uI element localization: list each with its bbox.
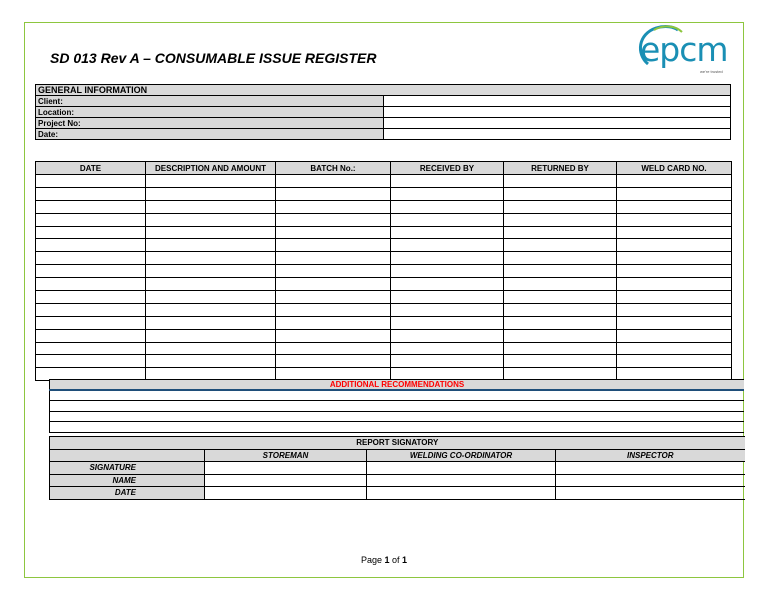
name-cell[interactable] [556, 474, 745, 487]
recommendations-header: ADDITIONAL RECOMMENDATIONS [50, 380, 745, 391]
recommendation-line[interactable] [50, 411, 745, 422]
table-row [36, 291, 732, 304]
table-row [36, 187, 732, 200]
register-cell[interactable] [276, 265, 391, 278]
table-row [36, 329, 732, 342]
general-field-row [36, 107, 731, 118]
table-row [36, 278, 732, 291]
table-row [36, 175, 732, 188]
register-header-row [36, 162, 732, 175]
register-cell[interactable] [146, 213, 276, 226]
page-footer [0, 555, 768, 565]
register-cell[interactable] [504, 239, 617, 252]
footer-total-pages: 1 [402, 555, 408, 565]
register-cell[interactable] [276, 303, 391, 316]
register-cell[interactable] [276, 291, 391, 304]
table-row [36, 239, 732, 252]
register-cell[interactable] [504, 342, 617, 355]
date-cell[interactable] [556, 487, 745, 500]
column-header-returned-by: RETURNED BY [504, 162, 617, 175]
logo-tagline: we're trusted [700, 69, 723, 74]
register-cell[interactable] [36, 252, 146, 265]
register-cell[interactable] [146, 226, 276, 239]
table-row [36, 265, 732, 278]
register-cell[interactable] [36, 187, 146, 200]
register-cell[interactable] [504, 200, 617, 213]
register-cell[interactable] [146, 278, 276, 291]
general-information-header: GENERAL INFORMATION [36, 85, 731, 96]
field-label-client: Client: [36, 96, 384, 107]
register-cell[interactable] [391, 278, 504, 291]
column-header-batch: BATCH No.: [276, 162, 391, 175]
register-cell[interactable] [146, 187, 276, 200]
register-cell[interactable] [391, 239, 504, 252]
field-label-date: Date: [36, 129, 384, 140]
signature-cell[interactable] [556, 462, 745, 475]
signatory-header: REPORT SIGNATORY [50, 437, 745, 450]
register-cell[interactable] [36, 200, 146, 213]
register-cell[interactable] [146, 175, 276, 188]
field-label-location: Location: [36, 107, 384, 118]
field-value-location[interactable] [383, 107, 731, 118]
register-cell[interactable] [391, 252, 504, 265]
signatory-column-storeman: STOREMAN [205, 449, 367, 462]
field-value-project-no[interactable] [383, 118, 731, 129]
signature-cell[interactable] [367, 462, 556, 475]
table-row [36, 355, 732, 368]
register-cell[interactable] [617, 200, 732, 213]
register-cell[interactable] [391, 316, 504, 329]
register-cell[interactable] [146, 291, 276, 304]
register-cell[interactable] [146, 239, 276, 252]
register-cell[interactable] [36, 278, 146, 291]
signatory-column-welding-coordinator: WELDING CO-ORDINATOR [367, 449, 556, 462]
footer-current-page: 1 [384, 555, 390, 565]
register-cell[interactable] [391, 175, 504, 188]
signatory-row-name: NAME [50, 474, 205, 487]
register-cell[interactable] [146, 355, 276, 368]
register-cell[interactable] [36, 239, 146, 252]
register-cell[interactable] [36, 316, 146, 329]
table-row [36, 342, 732, 355]
register-cell[interactable] [276, 213, 391, 226]
signatory-row-date: DATE [50, 487, 205, 500]
register-cell[interactable] [617, 278, 732, 291]
signatory-corner [50, 449, 205, 462]
register-cell[interactable] [146, 316, 276, 329]
register-cell[interactable] [504, 278, 617, 291]
column-header-received-by: RECEIVED BY [391, 162, 504, 175]
register-cell[interactable] [276, 175, 391, 188]
register-cell[interactable] [391, 187, 504, 200]
signatory-column-inspector: INSPECTOR [556, 449, 745, 462]
field-value-date[interactable] [383, 129, 731, 140]
register-body [36, 175, 732, 381]
register-cell[interactable] [391, 200, 504, 213]
register-cell[interactable] [276, 329, 391, 342]
general-field-row [36, 129, 731, 140]
register-cell[interactable] [504, 187, 617, 200]
register-cell[interactable] [504, 355, 617, 368]
general-field-row [36, 96, 731, 107]
register-cell[interactable] [617, 175, 732, 188]
register-cell[interactable] [276, 239, 391, 252]
register-cell[interactable] [36, 342, 146, 355]
register-cell[interactable] [36, 265, 146, 278]
register-cell[interactable] [146, 252, 276, 265]
register-cell[interactable] [617, 265, 732, 278]
register-cell[interactable] [391, 303, 504, 316]
register-cell[interactable] [276, 355, 391, 368]
table-row [36, 252, 732, 265]
column-header-weld-card: WELD CARD NO. [617, 162, 732, 175]
register-cell[interactable] [617, 252, 732, 265]
document-title: SD 013 Rev A – CONSUMABLE ISSUE REGISTER [50, 50, 377, 66]
register-cell[interactable] [36, 303, 146, 316]
register-cell[interactable] [504, 291, 617, 304]
signature-cell[interactable] [205, 462, 367, 475]
register-cell[interactable] [504, 329, 617, 342]
register-cell[interactable] [617, 187, 732, 200]
recommendation-line[interactable] [50, 390, 745, 401]
register-cell[interactable] [391, 329, 504, 342]
register-cell[interactable] [36, 329, 146, 342]
register-cell[interactable] [617, 342, 732, 355]
register-cell[interactable] [36, 291, 146, 304]
register-cell[interactable] [391, 342, 504, 355]
register-cell[interactable] [276, 278, 391, 291]
recommendation-line[interactable] [50, 422, 745, 433]
footer-mid: of [389, 555, 403, 565]
register-cell[interactable] [36, 175, 146, 188]
name-cell[interactable] [205, 474, 367, 487]
date-cell[interactable] [367, 487, 556, 500]
register-cell[interactable] [36, 355, 146, 368]
register-cell[interactable] [504, 252, 617, 265]
table-row [36, 200, 732, 213]
register-cell[interactable] [504, 265, 617, 278]
table-row [36, 213, 732, 226]
register-cell[interactable] [504, 303, 617, 316]
register-cell[interactable] [504, 175, 617, 188]
report-signatory-table [49, 436, 745, 500]
register-cell[interactable] [617, 226, 732, 239]
register-cell[interactable] [617, 329, 732, 342]
register-cell[interactable] [146, 200, 276, 213]
register-cell[interactable] [617, 239, 732, 252]
register-cell[interactable] [504, 213, 617, 226]
register-cell[interactable] [617, 291, 732, 304]
register-cell[interactable] [617, 303, 732, 316]
column-header-date: DATE [36, 162, 146, 175]
register-cell[interactable] [146, 303, 276, 316]
register-cell[interactable] [146, 342, 276, 355]
register-cell[interactable] [617, 316, 732, 329]
register-cell[interactable] [276, 200, 391, 213]
register-cell[interactable] [504, 316, 617, 329]
general-information-table [35, 84, 731, 140]
register-cell[interactable] [617, 213, 732, 226]
field-label-project-no: Project No: [36, 118, 384, 129]
date-cell[interactable] [205, 487, 367, 500]
register-cell[interactable] [36, 213, 146, 226]
column-header-description: DESCRIPTION AND AMOUNT [146, 162, 276, 175]
additional-recommendations-table [49, 379, 744, 433]
register-cell[interactable] [391, 291, 504, 304]
register-cell[interactable] [391, 265, 504, 278]
field-value-client[interactable] [383, 96, 731, 107]
register-cell[interactable] [276, 226, 391, 239]
register-cell[interactable] [146, 329, 276, 342]
table-row [36, 303, 732, 316]
logo-text: epcm [640, 30, 728, 69]
register-cell[interactable] [391, 226, 504, 239]
general-field-row [36, 118, 731, 129]
register-cell[interactable] [391, 213, 504, 226]
consumable-register-table [35, 161, 732, 381]
register-cell[interactable] [276, 187, 391, 200]
register-cell[interactable] [617, 355, 732, 368]
register-cell[interactable] [276, 316, 391, 329]
table-row [36, 316, 732, 329]
recommendation-line[interactable] [50, 401, 745, 412]
register-cell[interactable] [504, 226, 617, 239]
register-cell[interactable] [391, 355, 504, 368]
footer-prefix: Page [360, 555, 385, 565]
register-cell[interactable] [276, 342, 391, 355]
table-row [36, 226, 732, 239]
name-cell[interactable] [367, 474, 556, 487]
register-cell[interactable] [36, 226, 146, 239]
register-cell[interactable] [146, 265, 276, 278]
register-cell[interactable] [276, 252, 391, 265]
signatory-row-signature: SIGNATURE [50, 462, 205, 475]
